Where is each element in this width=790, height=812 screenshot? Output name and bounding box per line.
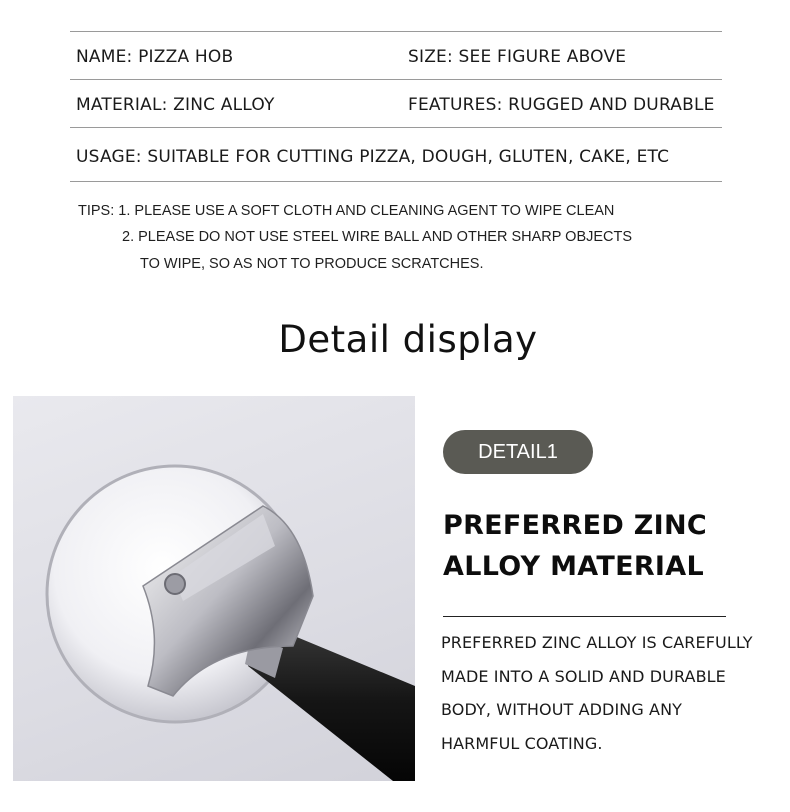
detail-badge: DETAIL1 xyxy=(443,430,593,474)
tip-line-2: 2. PLEASE DO NOT USE STEEL WIRE BALL AND OTHER SHARP OBJECTS xyxy=(122,229,633,245)
desc-line-2: MADE INTO A SOLID AND DURABLE xyxy=(441,666,726,686)
spec-row-name-size xyxy=(70,31,722,79)
spec-name: NAME: PIZZA HOB xyxy=(76,47,234,67)
detail-headline xyxy=(443,505,707,587)
spec-table xyxy=(70,31,722,182)
headline-line-2: ALLOY MATERIAL xyxy=(443,551,704,582)
detail-description xyxy=(441,626,753,760)
pizza-cutter-image xyxy=(13,396,415,781)
tip-line-1: TIPS: 1. PLEASE USE A SOFT CLOTH AND CLEANING AGENT TO WIPE CLEAN xyxy=(78,203,615,219)
desc-line-1: PREFERRED ZINC ALLOY IS CAREFULLY xyxy=(441,633,753,652)
section-title: Detail display xyxy=(278,318,538,361)
spec-usage: USAGE: SUITABLE FOR CUTTING PIZZA, DOUGH, GLUTEN, CAKE, ETC xyxy=(76,147,670,167)
product-photo xyxy=(13,396,415,781)
spec-size: SIZE: SEE FIGURE ABOVE xyxy=(408,47,627,67)
headline-line-1: PREFERRED ZINC xyxy=(443,510,707,541)
spec-row-usage xyxy=(70,127,722,182)
spec-row-material-features xyxy=(70,79,722,127)
tip-line-3: TO WIPE, SO AS NOT TO PRODUCE SCRATCHES. xyxy=(140,256,484,272)
spec-features: FEATURES: RUGGED AND DURABLE xyxy=(408,95,715,115)
desc-line-3: BODY, WITHOUT ADDING ANY xyxy=(441,700,683,719)
spec-material: MATERIAL: ZINC ALLOY xyxy=(76,95,275,115)
desc-line-4: HARMFUL COATING. xyxy=(441,733,603,753)
divider xyxy=(443,616,726,617)
